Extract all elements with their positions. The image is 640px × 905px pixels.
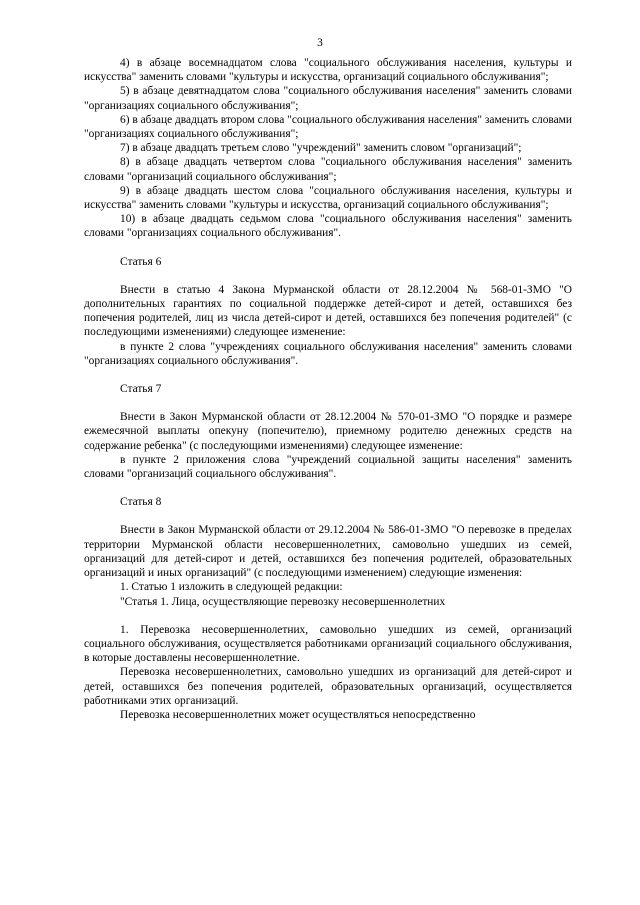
paragraph: Внести в статью 4 Закона Мурманской области от 28.12.2004 № 568-01-ЗМО "О дополнительных гарантиях по социальной поддержке детей-сирот и детей, оставшихся без попечения родителей, лиц из числа детей-сирот и детей, оставшихся без попечения родителей" (с последующими изменениями) следующее изменение:	[84, 283, 572, 339]
paragraph: в пункте 2 слова "учреждениях социального обслуживания населения" заменить словами "организациях социального обслуживания".	[84, 340, 572, 367]
paragraph: Перевозка несовершеннолетних может осуществляться непосредственно	[120, 708, 476, 721]
paragraph: 4) в абзаце восемнадцатом слова "социального обслуживания населения, культуры и искусства" заменить словами "культуры и искусства, организаций социального обслуживания";	[84, 57, 572, 84]
paragraph: 1. Статью 1 изложить в следующей редакции:	[120, 581, 343, 594]
spacer	[84, 481, 572, 495]
spacer	[84, 509, 572, 523]
document-body	[84, 56, 572, 722]
paragraph: Внести в Закон Мурманской области от 29.12.2004 № 586-01-ЗМО "О перевозке в пределах территории Мурманской области несовершеннолетних, самовольно ушедших из семей, организаций для детей-сирот и детей, оставшихся без попечения родителей, образовательных организаций и иных организаций" (с последующими изменением) следующие изменения:	[84, 524, 572, 580]
paragraph: 8) в абзаце двадцать четвертом слова "социального обслуживания населения" заменить словами "организаций социального обслуживания";	[84, 156, 572, 183]
paragraph: 1. Перевозка несовершеннолетних, самовольно ушедших из семей, организаций социального обслуживания, осуществляется работниками организаций социального обслуживания, в которые доставлены несовершеннолетние.	[84, 623, 572, 665]
spacer	[84, 241, 572, 255]
paragraph: 7) в абзаце двадцать третьем слово "учреждений" заменить словом "организаций";	[120, 142, 522, 155]
paragraph: в пункте 2 приложения слова "учреждений социальной защиты населения" заменить словами "организаций социального обслуживания".	[84, 453, 572, 481]
spacer	[84, 368, 572, 382]
paragraph: "Статья 1. Лица, осуществляющие перевозку несовершеннолетних	[120, 595, 446, 608]
paragraph: 10) в абзаце двадцать седьмом слова "социального обслуживания населения" заменить словами "организациях социального обслуживания".	[84, 213, 572, 240]
paragraph: 6) в абзаце двадцать втором слова "социального обслуживания населения" заменить словами "организациях социального обслуживания";	[84, 113, 572, 141]
article-heading: Статья 7	[120, 383, 162, 396]
paragraph: Перевозка несовершеннолетних, самовольно ушедших из организаций для детей-сирот и детей, оставшихся без попечения родителей, образовательных организаций, осуществляется работниками этих организаций.	[84, 666, 572, 707]
article-heading: Статья 8	[120, 496, 162, 509]
page-number: 3	[317, 37, 323, 49]
paragraph: Внести в Закон Мурманской области от 28.12.2004 № 570-01-ЗМО "О порядке и размере ежемесячной выплаты опекуну (попечителю), приемному родителю денежных средств на содержание ребенка" (с последующими изменениями) следующее изменение:	[84, 411, 572, 452]
paragraph: 9) в абзаце двадцать шестом слова "социального обслуживания населения, культуры и искусства" заменить словами "культуры и искусства, организаций социального обслуживания";	[84, 184, 572, 212]
spacer	[84, 269, 572, 283]
spacer	[84, 396, 572, 410]
article-heading: Статья 6	[120, 255, 162, 268]
paragraph: 5) в абзаце девятнадцатом слова "социального обслуживания населения" заменить словами "организациях социального обслуживания";	[84, 85, 572, 112]
spacer	[84, 609, 572, 623]
